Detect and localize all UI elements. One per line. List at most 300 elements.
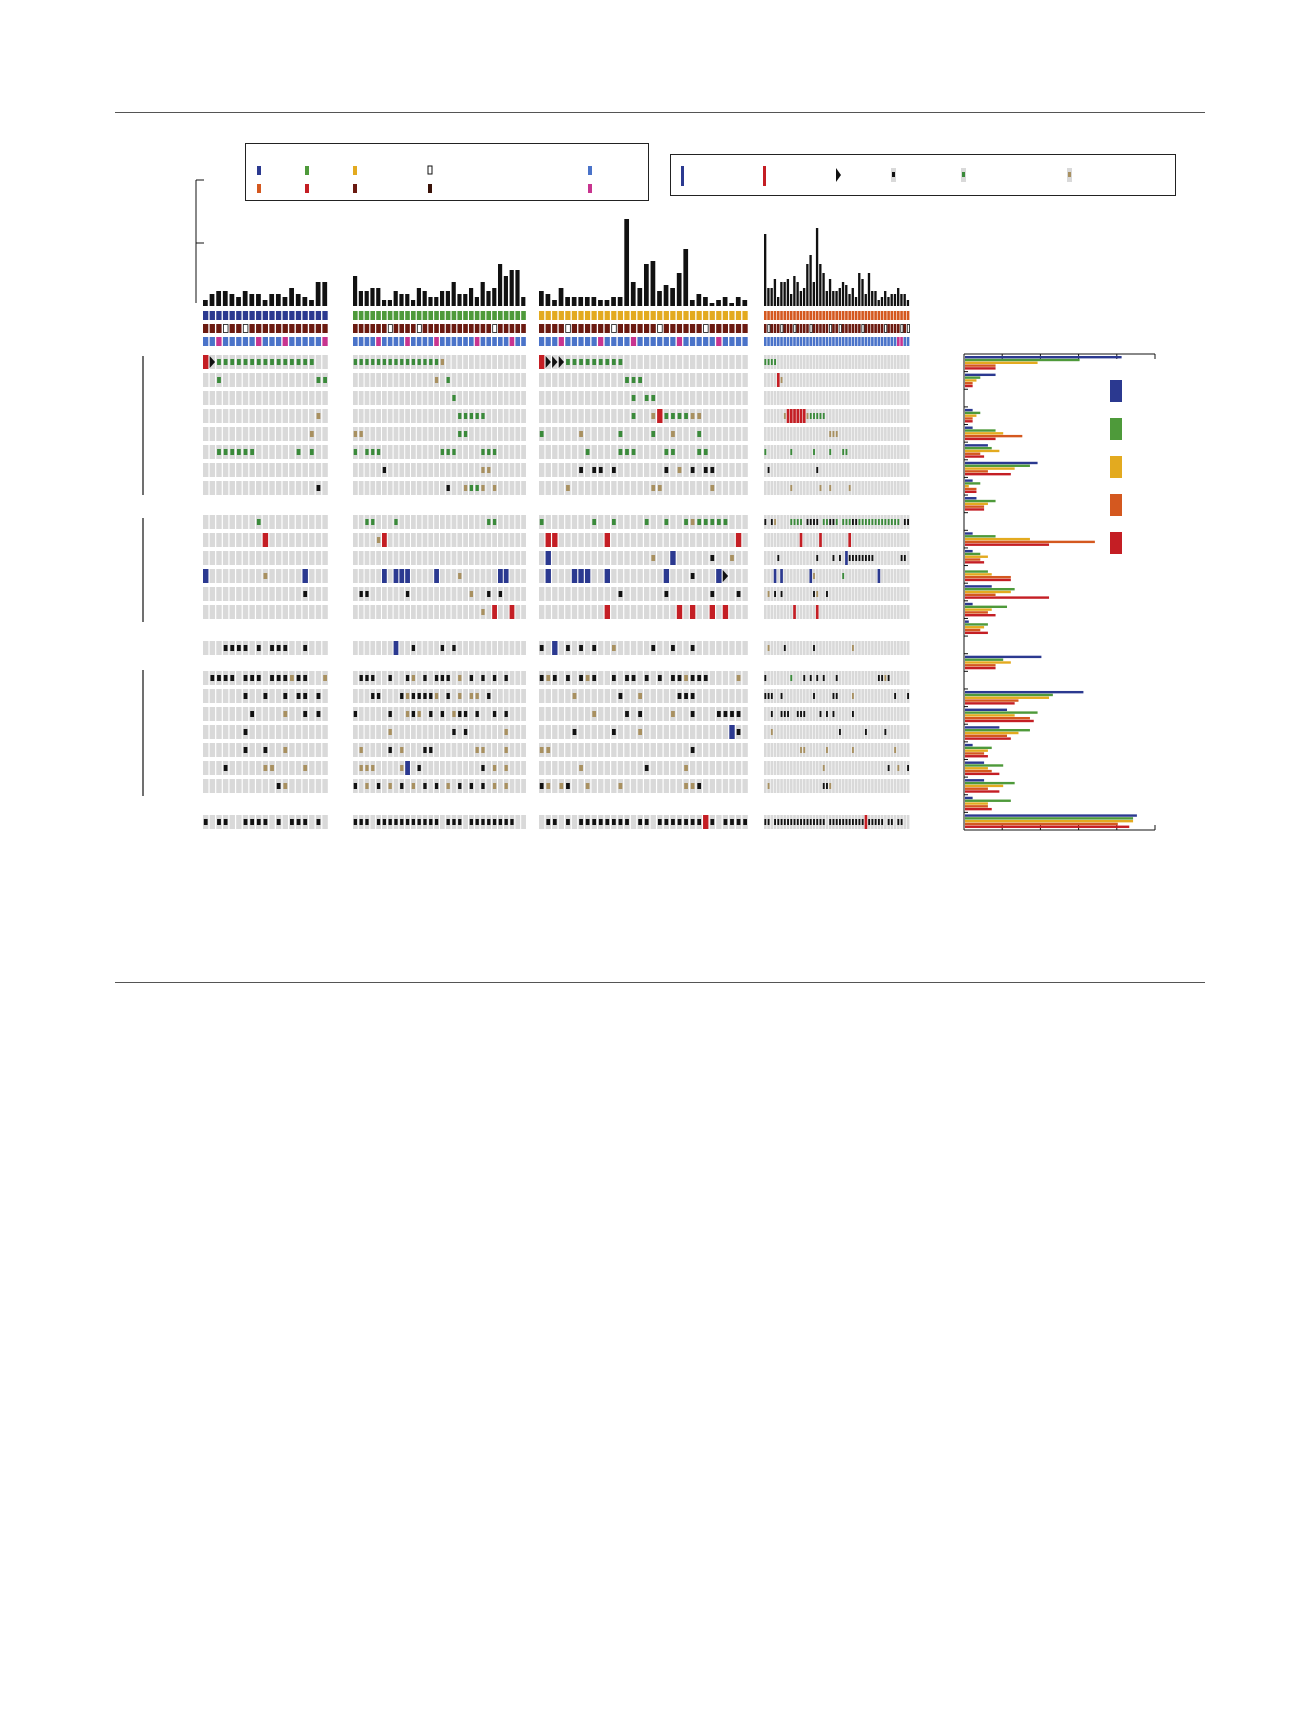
burden-bar <box>774 279 776 306</box>
oncoprint-cell <box>428 427 433 441</box>
mutation-black <box>833 519 835 525</box>
burden-bar <box>664 285 669 306</box>
oncoprint-cell <box>813 355 816 369</box>
oncoprint-cell <box>322 515 327 529</box>
oncoprint-cell <box>884 587 887 601</box>
oncoprint-cell <box>716 743 721 757</box>
oncoprint-cell <box>216 725 221 739</box>
mutation-green <box>217 359 221 365</box>
burden-bar <box>852 288 854 306</box>
oncoprint-cell <box>777 569 780 583</box>
mutation-black <box>855 519 857 525</box>
oncoprint-cell <box>848 463 851 477</box>
mutation-black <box>481 675 484 681</box>
oncoprint-cell <box>703 761 708 775</box>
oncoprint-cell <box>822 481 825 495</box>
mutation-blue <box>878 569 881 583</box>
mutation-black <box>418 819 421 825</box>
oncoprint-cell <box>874 373 877 387</box>
mutation-black <box>224 675 228 681</box>
oncoprint-cell <box>637 587 642 601</box>
oncoprint-cell <box>434 743 439 757</box>
mutation-tan <box>505 765 508 771</box>
oncoprint-cell <box>657 587 662 601</box>
bar-panel-bar <box>965 785 1003 787</box>
oncoprint-cell <box>624 481 629 495</box>
oncoprint-cell <box>809 445 812 459</box>
annot-type-cell <box>861 337 864 346</box>
mutation-black <box>447 819 450 825</box>
oncoprint-cell <box>309 391 314 405</box>
legend-mut-triangle <box>836 168 841 182</box>
oncoprint-cell <box>296 373 301 387</box>
oncoprint-cell <box>874 743 877 757</box>
oncoprint-cell <box>289 569 294 583</box>
oncoprint-cell <box>399 515 404 529</box>
oncoprint-cell <box>774 533 777 547</box>
oncoprint-cell <box>871 761 874 775</box>
oncoprint-cell <box>243 373 248 387</box>
annot-subgroup-cell <box>858 311 861 320</box>
annot-status-cell <box>677 324 682 333</box>
oncoprint-cell <box>637 533 642 547</box>
annot-type-cell <box>296 337 301 346</box>
burden-bar <box>243 291 248 306</box>
annot-status-cell <box>370 324 375 333</box>
mutation-black <box>317 819 321 825</box>
mutation-green <box>224 359 228 365</box>
annot-subgroup-cell <box>729 311 734 320</box>
annot-subgroup-cell <box>236 311 241 320</box>
oncoprint-cell <box>670 463 675 477</box>
oncoprint-cell <box>249 725 254 739</box>
oncoprint-cell <box>370 569 375 583</box>
mutation-tan <box>800 747 802 753</box>
oncoprint-cell <box>736 373 741 387</box>
oncoprint-cell <box>492 533 497 547</box>
mutation-black <box>833 819 835 825</box>
oncoprint-cell <box>302 391 307 405</box>
oncoprint-cell <box>891 641 894 655</box>
mutation-tan <box>458 675 461 681</box>
mutation-tan <box>829 485 831 491</box>
oncoprint-cell <box>411 391 416 405</box>
oncoprint-cell <box>565 605 570 619</box>
oncoprint-cell <box>897 587 900 601</box>
oncoprint-cell <box>690 391 695 405</box>
oncoprint-cell <box>322 689 327 703</box>
mutation-black <box>612 467 616 473</box>
oncoprint-cell <box>832 409 835 423</box>
oncoprint-cell <box>651 707 656 721</box>
mutation-green <box>605 359 609 365</box>
oncoprint-cell <box>644 481 649 495</box>
oncoprint-cell <box>868 689 871 703</box>
oncoprint-cell <box>376 551 381 565</box>
oncoprint-cell <box>434 515 439 529</box>
oncoprint-cell <box>670 391 675 405</box>
oncoprint-cell <box>683 391 688 405</box>
mutation-black <box>852 711 854 717</box>
mutation-black <box>691 645 695 651</box>
oncoprint-cell <box>868 533 871 547</box>
oncoprint-cell <box>829 605 832 619</box>
annot-status-cell <box>670 324 675 333</box>
oncoprint-cell <box>897 671 900 685</box>
oncoprint-cell <box>783 689 786 703</box>
oncoprint-cell <box>309 815 314 829</box>
oncoprint-cell <box>203 671 208 685</box>
annot-type-cell <box>592 337 597 346</box>
mutation-black <box>813 645 815 651</box>
oncoprint-cell <box>796 743 799 757</box>
oncoprint-cell <box>826 725 829 739</box>
oncoprint-cell <box>365 725 370 739</box>
oncoprint-cell <box>803 689 806 703</box>
oncoprint-cell <box>822 355 825 369</box>
annot-type-cell <box>835 337 838 346</box>
annot-subgroup-cell <box>399 311 404 320</box>
mutation-green <box>810 413 812 419</box>
oncoprint-cell <box>376 481 381 495</box>
oncoprint-cell <box>835 445 838 459</box>
oncoprint-cell <box>767 551 770 565</box>
oncoprint-cell <box>463 391 468 405</box>
annot-status-cell-hollow <box>885 325 887 333</box>
oncoprint-cell <box>839 409 842 423</box>
mutation-blue <box>302 569 307 583</box>
oncoprint-cell <box>440 587 445 601</box>
mutation-black <box>400 783 403 789</box>
annot-status-cell <box>742 324 747 333</box>
oncoprint-cell <box>316 391 321 405</box>
oncoprint-cell <box>446 761 451 775</box>
oncoprint-cell <box>829 355 832 369</box>
oncoprint-cell <box>283 761 288 775</box>
oncoprint-cell <box>868 373 871 387</box>
mutation-black <box>412 645 415 651</box>
oncoprint-cell <box>670 569 675 583</box>
oncoprint-cell <box>256 481 261 495</box>
oncoprint-cell <box>276 587 281 601</box>
oncoprint-cell <box>651 587 656 601</box>
burden-bar <box>710 303 715 306</box>
mutation-tan <box>768 783 770 789</box>
oncoprint-cell <box>256 391 261 405</box>
oncoprint-cell <box>249 551 254 565</box>
oncoprint-cell <box>839 463 842 477</box>
annot-type-cell <box>289 337 294 346</box>
oncoprint-cell <box>515 671 520 685</box>
annot-subgroup-cell <box>316 311 321 320</box>
oncoprint-cell <box>417 463 422 477</box>
mutation-green <box>365 449 368 455</box>
oncoprint-cell <box>790 743 793 757</box>
oncoprint-cell <box>598 373 603 387</box>
oncoprint-cell <box>382 373 387 387</box>
oncoprint-cell <box>230 707 235 721</box>
annot-type-cell <box>800 337 803 346</box>
oncoprint-cell <box>481 373 486 387</box>
oncoprint-cell <box>269 815 274 829</box>
oncoprint-cell <box>806 725 809 739</box>
oncoprint-cell <box>904 743 907 757</box>
oncoprint-cell <box>417 515 422 529</box>
oncoprint-cell <box>203 641 208 655</box>
oncoprint-cell <box>796 445 799 459</box>
mutation-green <box>579 359 583 365</box>
oncoprint-cell <box>637 569 642 583</box>
oncoprint-cell <box>897 391 900 405</box>
oncoprint-cell <box>405 463 410 477</box>
oncoprint-cell <box>376 409 381 423</box>
bar-panel-bar <box>965 744 973 746</box>
oncoprint-cell <box>316 587 321 601</box>
mutation-black <box>771 693 773 699</box>
oncoprint-cell <box>216 689 221 703</box>
annot-subgroup-cell <box>800 311 803 320</box>
mutation-tan <box>354 431 357 437</box>
oncoprint-cell <box>839 743 842 757</box>
oncoprint-cell <box>316 641 321 655</box>
oncoprint-cell <box>498 779 503 793</box>
annot-subgroup-cell <box>796 311 799 320</box>
mutation-black <box>470 675 473 681</box>
oncoprint-cell <box>690 355 695 369</box>
oncoprint-cell <box>826 391 829 405</box>
oncoprint-cell <box>322 533 327 547</box>
mutation-black <box>377 693 380 699</box>
mutation-black <box>724 819 728 825</box>
oncoprint-cell <box>729 533 734 547</box>
oncoprint-cell <box>457 761 462 775</box>
oncoprint-cell <box>498 355 503 369</box>
mutation-tan <box>678 467 682 473</box>
oncoprint-cell <box>729 481 734 495</box>
oncoprint-cell <box>269 409 274 423</box>
oncoprint-cell <box>809 761 812 775</box>
oncoprint-cell <box>399 463 404 477</box>
oncoprint-cell <box>223 707 228 721</box>
oncoprint-cell <box>861 641 864 655</box>
burden-bar <box>405 294 409 306</box>
oncoprint-cell <box>611 445 616 459</box>
burden-bar <box>510 270 514 306</box>
oncoprint-cell <box>800 373 803 387</box>
mutation-black <box>888 675 890 681</box>
mutation-red <box>203 355 208 369</box>
oncoprint-cell <box>790 463 793 477</box>
mutation-black <box>803 711 805 717</box>
burden-bar <box>716 300 721 306</box>
oncoprint-cell <box>842 355 845 369</box>
annot-subgroup-cell <box>585 311 590 320</box>
oncoprint-cell <box>210 761 215 775</box>
mutation-tan <box>435 693 438 699</box>
oncoprint-cell <box>884 815 887 829</box>
oncoprint-cell <box>236 533 241 547</box>
oncoprint-cell <box>710 707 715 721</box>
mutation-blue <box>203 569 208 583</box>
oncoprint-cell <box>457 355 462 369</box>
oncoprint-cell <box>521 641 526 655</box>
mutation-black <box>487 591 490 597</box>
bar-panel-bar <box>965 485 969 487</box>
mutation-black <box>717 711 721 717</box>
oncoprint-cell <box>394 605 399 619</box>
mutation-tan <box>493 765 496 771</box>
oncoprint-cell <box>664 671 669 685</box>
oncoprint-cell <box>900 779 903 793</box>
oncoprint-cell <box>697 641 702 655</box>
mutation-red <box>690 605 695 619</box>
mutation-green <box>632 413 636 419</box>
mutation-green <box>632 377 636 383</box>
mutation-tan <box>360 747 363 753</box>
mutation-black <box>897 819 899 825</box>
annot-status-cell <box>283 324 288 333</box>
oncoprint-cell <box>819 725 822 739</box>
annot-status-cell <box>203 324 208 333</box>
oncoprint-cell <box>492 569 497 583</box>
oncoprint-cell <box>777 605 780 619</box>
oncoprint-cell <box>521 761 526 775</box>
burden-bar <box>592 297 597 306</box>
annot-subgroup-cell <box>813 311 816 320</box>
annot-status-cell <box>559 324 564 333</box>
oncoprint-cell <box>839 391 842 405</box>
oncoprint-cell <box>572 641 577 655</box>
oncoprint-cell <box>256 463 261 477</box>
oncoprint-cell <box>770 761 773 775</box>
oncoprint-cell <box>858 533 861 547</box>
mutation-blue <box>729 725 734 739</box>
mutation-black <box>612 675 616 681</box>
oncoprint-cell <box>904 409 907 423</box>
oncoprint-cell <box>236 707 241 721</box>
oncoprint-cell <box>452 427 457 441</box>
annot-status-cell <box>697 324 702 333</box>
oncoprint-cell <box>486 569 491 583</box>
oncoprint-cell <box>637 605 642 619</box>
mutation-black <box>901 555 903 561</box>
bar-panel-bar <box>965 782 1015 784</box>
mutation-black <box>820 711 822 717</box>
oncoprint-cell <box>565 743 570 757</box>
oncoprint-cell <box>486 779 491 793</box>
annot-type-cell <box>829 337 832 346</box>
annot-status-cell <box>904 324 907 333</box>
oncoprint-cell <box>793 533 796 547</box>
annot-type-cell <box>353 337 358 346</box>
oncoprint-cell <box>370 551 375 565</box>
annot-subgroup-cell <box>592 311 597 320</box>
oncoprint-cell <box>826 761 829 775</box>
burden-bar <box>703 297 708 306</box>
oncoprint-cell <box>793 671 796 685</box>
mutation-black <box>244 819 248 825</box>
mutation-tan <box>476 693 479 699</box>
mutation-tan <box>441 359 444 365</box>
oncoprint-cell <box>796 481 799 495</box>
mutation-black <box>510 819 513 825</box>
oncoprint-cell <box>800 481 803 495</box>
oncoprint-cell <box>475 779 480 793</box>
mutation-black <box>499 591 502 597</box>
bar-panel-bar <box>965 508 984 510</box>
mutation-black <box>429 747 432 753</box>
mutation-black <box>907 765 909 771</box>
oncoprint-cell <box>539 587 544 601</box>
oncoprint-cell <box>900 671 903 685</box>
legend-swatch-magenta <box>588 184 592 193</box>
oncoprint-cell <box>223 463 228 477</box>
annot-type-cell <box>539 337 544 346</box>
oncoprint-cell <box>829 463 832 477</box>
annot-status-cell-hollow <box>907 325 909 333</box>
oncoprint-cell <box>230 481 235 495</box>
mutation-black <box>612 819 616 825</box>
annot-type-cell <box>690 337 695 346</box>
oncoprint-cell <box>897 569 900 583</box>
oncoprint-cell <box>858 743 861 757</box>
burden-bar <box>670 288 675 306</box>
oncoprint-cell <box>777 689 780 703</box>
oncoprint-cell <box>848 445 851 459</box>
oncoprint-cell <box>835 587 838 601</box>
oncoprint-cell <box>486 481 491 495</box>
oncoprint-cell <box>411 427 416 441</box>
oncoprint-cell <box>845 587 848 601</box>
bar-panel-bar <box>965 626 984 628</box>
oncoprint-cell <box>210 689 215 703</box>
oncoprint-cell <box>423 569 428 583</box>
bar-panel-bar <box>965 667 996 669</box>
oncoprint-cell <box>822 743 825 757</box>
oncoprint-cell <box>657 355 662 369</box>
oncoprint-cell <box>677 779 682 793</box>
bar-panel-bar <box>965 444 988 446</box>
oncoprint-cell <box>858 587 861 601</box>
oncoprint-cell <box>423 427 428 441</box>
oncoprint-cell <box>475 445 480 459</box>
oncoprint-cell <box>703 569 708 583</box>
oncoprint-cell <box>835 707 838 721</box>
oncoprint-cell <box>703 481 708 495</box>
oncoprint-cell <box>559 569 564 583</box>
oncoprint-cell <box>565 391 570 405</box>
oncoprint-cell <box>481 391 486 405</box>
bar-panel-bar <box>965 420 973 422</box>
oncoprint-cell <box>481 515 486 529</box>
annot-subgroup-cell <box>736 311 741 320</box>
burden-bar <box>236 297 241 306</box>
oncoprint-cell <box>565 707 570 721</box>
oncoprint-cell <box>770 779 773 793</box>
oncoprint-cell <box>605 707 610 721</box>
oncoprint-cell <box>289 761 294 775</box>
mutation-tan <box>790 485 792 491</box>
oncoprint-cell <box>370 725 375 739</box>
annot-type-cell <box>839 337 842 346</box>
annot-type-cell <box>452 337 457 346</box>
burden-bar <box>826 291 828 306</box>
mutation-black <box>619 591 623 597</box>
oncoprint-cell <box>644 569 649 583</box>
oncoprint-cell <box>446 391 451 405</box>
oncoprint-cell <box>729 427 734 441</box>
oncoprint-cell <box>770 743 773 757</box>
